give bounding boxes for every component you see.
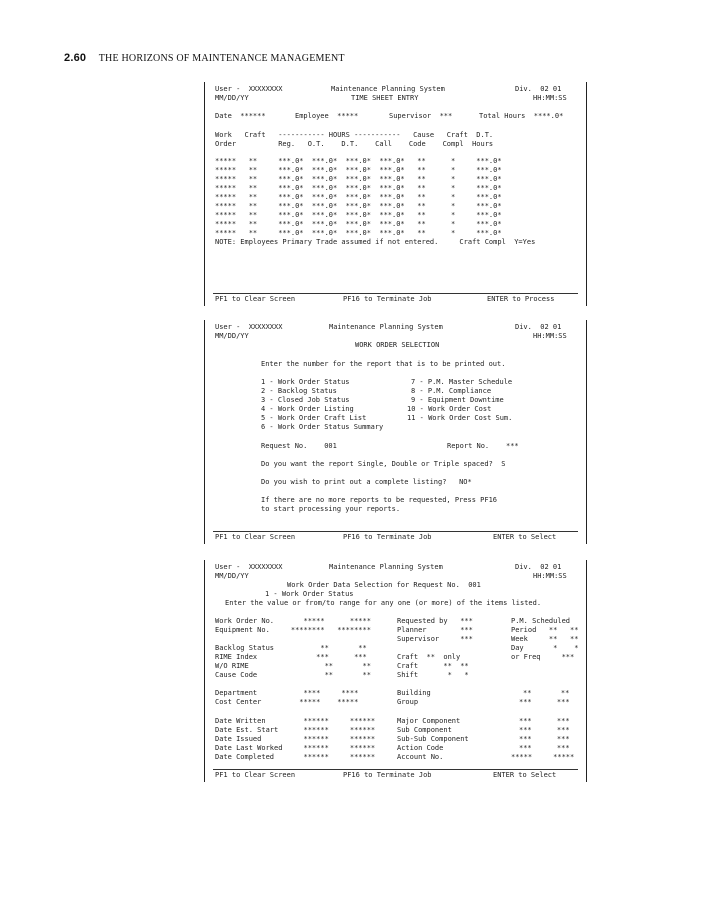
footer-divider	[213, 293, 578, 294]
frequency-field[interactable]: or Freq ***	[511, 653, 575, 661]
date-placeholder: MM/DD/YY	[215, 94, 249, 102]
clear-screen-key[interactable]: PF1 to Clear Screen	[215, 295, 296, 303]
request-number-field[interactable]: Request No. 001	[261, 442, 337, 450]
group-range[interactable]: *** ***	[519, 698, 570, 706]
terminate-job-key[interactable]: PF16 to Terminate Job	[343, 533, 432, 541]
work-order-data-selection-screen	[204, 560, 587, 782]
cost-center-range[interactable]: Cost Center ***** *****	[215, 698, 359, 706]
day-range[interactable]: Day * *	[511, 644, 579, 652]
report-option: 6 - Work Order Status Summary	[261, 423, 384, 431]
report-option: 4 - Work Order Listing	[261, 405, 354, 413]
total-hours-field[interactable]: Total Hours ****.0*	[479, 112, 564, 120]
table-row[interactable]: ***** ** ***.0* ***.0* ***.0* ***.0* ** * ***.0*	[215, 229, 502, 237]
table-row[interactable]: ***** ** ***.0* ***.0* ***.0* ***.0* ** * ***.0*	[215, 175, 502, 183]
sub-sub-component-label: Sub-Sub Component	[397, 735, 469, 743]
backlog-status-range[interactable]: Backlog Status ** **	[215, 644, 367, 652]
report-option: 11 - Work Order Cost Sum.	[407, 414, 513, 422]
supervisor-field[interactable]: Supervisor ***	[397, 635, 473, 643]
equipment-range[interactable]: Equipment No. ******** ********	[215, 626, 371, 634]
selection-prompt: Enter the value or from/to range for any one (or more) of the items listed.	[225, 599, 542, 607]
user-field: User - XXXXXXXX	[215, 323, 283, 331]
report-option: 7 - P.M. Master Schedule	[411, 378, 513, 386]
department-range[interactable]: Department **** ****	[215, 689, 359, 697]
report-option: 9 - Equipment Downtime	[411, 396, 504, 404]
date-placeholder: MM/DD/YY	[215, 572, 249, 580]
account-number-label: Account No.	[397, 753, 444, 761]
page-title: THE HORIZONS OF MAINTENANCE MANAGEMENT	[98, 53, 345, 64]
terminate-job-key[interactable]: PF16 to Terminate Job	[343, 295, 432, 303]
account-number-range[interactable]: ***** *****	[511, 753, 575, 761]
wo-rime-range[interactable]: W/O RIME ** **	[215, 662, 371, 670]
craft-range[interactable]: Craft ** **	[397, 662, 469, 670]
requested-by-field[interactable]: Requested by ***	[397, 617, 473, 625]
report-option: 5 - Work Order Craft List	[261, 414, 367, 422]
instruction-text: to start processing your reports.	[261, 505, 401, 513]
date-last-worked-range[interactable]: Date Last Worked ****** ******	[215, 744, 376, 752]
pm-scheduled-label: P.M. Scheduled	[511, 617, 571, 625]
report-option: 3 - Closed Job Status	[261, 396, 350, 404]
select-key[interactable]: ENTER to Select	[493, 771, 557, 779]
table-header-row-1: Work Craft ----------- HOURS ----------- Cause Craft D.T.	[215, 131, 494, 139]
sub-component-label: Sub Component	[397, 726, 452, 734]
table-row[interactable]: ***** ** ***.0* ***.0* ***.0* ***.0* ** * ***.0*	[215, 202, 502, 210]
table-row[interactable]: ***** ** ***.0* ***.0* ***.0* ***.0* ** * ***.0*	[215, 184, 502, 192]
clear-screen-key[interactable]: PF1 to Clear Screen	[215, 533, 296, 541]
date-field[interactable]: Date ******	[215, 112, 266, 120]
rime-index-range[interactable]: RIME Index *** ***	[215, 653, 367, 661]
report-option: 10 - Work Order Cost	[407, 405, 492, 413]
cause-code-range[interactable]: Cause Code ** **	[215, 671, 371, 679]
division: Div. 02 01	[515, 85, 562, 93]
sub-component-range[interactable]: *** ***	[519, 726, 570, 734]
action-code-label: Action Code	[397, 744, 444, 752]
system-name: Maintenance Planning System	[329, 323, 443, 331]
building-label: Building	[397, 689, 431, 697]
system-name: Maintenance Planning System	[329, 563, 443, 571]
select-key[interactable]: ENTER to Select	[493, 533, 557, 541]
division: Div. 02 01	[515, 563, 562, 571]
report-number-field[interactable]: Report No. ***	[447, 442, 519, 450]
report-option: 8 - P.M. Compliance	[411, 387, 492, 395]
employee-field[interactable]: Employee *****	[295, 112, 359, 120]
complete-listing-question[interactable]: Do you wish to print out a complete listing? NO*	[261, 478, 472, 486]
date-issued-range[interactable]: Date Issued ****** ******	[215, 735, 376, 743]
sub-sub-component-range[interactable]: *** ***	[519, 735, 570, 743]
work-order-range[interactable]: Work Order No. ***** *****	[215, 617, 371, 625]
table-row[interactable]: ***** ** ***.0* ***.0* ***.0* ***.0* ** * ***.0*	[215, 157, 502, 165]
user-field: User - XXXXXXXX	[215, 85, 283, 93]
building-range[interactable]: ** **	[523, 689, 570, 697]
time-placeholder: HH:MM:SS	[533, 332, 567, 340]
group-label: Group	[397, 698, 419, 706]
report-option: 1 - Work Order Status	[261, 378, 350, 386]
craft-only-field[interactable]: Craft ** only	[397, 653, 461, 661]
note-text: NOTE: Employees Primary Trade assumed if not entered. Craft Compl Y=Yes	[215, 238, 536, 246]
table-header-row-2: Order Reg. O.T. D.T. Call Code Compl Hours	[215, 140, 494, 148]
date-est-start-range[interactable]: Date Est. Start ****** ******	[215, 726, 376, 734]
date-completed-range[interactable]: Date Completed ****** ******	[215, 753, 376, 761]
time-sheet-entry-screen	[204, 82, 587, 306]
date-placeholder: MM/DD/YY	[215, 332, 249, 340]
work-order-selection-screen	[204, 320, 587, 544]
table-row[interactable]: ***** ** ***.0* ***.0* ***.0* ***.0* ** * ***.0*	[215, 220, 502, 228]
footer-divider	[213, 531, 578, 532]
time-placeholder: HH:MM:SS	[533, 572, 567, 580]
screen-title: WORK ORDER SELECTION	[355, 341, 440, 349]
screen-title: Work Order Data Selection for Request No. 001	[287, 581, 481, 589]
week-range[interactable]: Week ** **	[511, 635, 579, 643]
spacing-question[interactable]: Do you want the report Single, Double or Triple spaced? S	[261, 460, 506, 468]
time-placeholder: HH:MM:SS	[533, 94, 567, 102]
table-row[interactable]: ***** ** ***.0* ***.0* ***.0* ***.0* ** * ***.0*	[215, 193, 502, 201]
instruction-text: If there are no more reports to be requested, Press PF16	[261, 496, 498, 504]
user-field: User - XXXXXXXX	[215, 563, 283, 571]
terminate-job-key[interactable]: PF16 to Terminate Job	[343, 771, 432, 779]
planner-field[interactable]: Planner ***	[397, 626, 473, 634]
page-number: 2.60	[64, 52, 87, 64]
supervisor-field[interactable]: Supervisor ***	[389, 112, 453, 120]
page-header	[64, 52, 345, 64]
table-row[interactable]: ***** ** ***.0* ***.0* ***.0* ***.0* ** * ***.0*	[215, 211, 502, 219]
action-code-range[interactable]: *** ***	[519, 744, 570, 752]
major-component-range[interactable]: *** ***	[519, 717, 570, 725]
clear-screen-key[interactable]: PF1 to Clear Screen	[215, 771, 296, 779]
footer-divider	[213, 769, 578, 770]
date-written-range[interactable]: Date Written ****** ******	[215, 717, 376, 725]
report-prompt: Enter the number for the report that is to be printed out.	[261, 360, 506, 368]
screen-subtitle: 1 - Work Order Status	[265, 590, 354, 598]
screen-title: TIME SHEET ENTRY	[351, 94, 419, 102]
system-name: Maintenance Planning System	[331, 85, 445, 93]
division: Div. 02 01	[515, 323, 562, 331]
shift-range[interactable]: Shift * *	[397, 671, 469, 679]
process-key[interactable]: ENTER to Process	[487, 295, 555, 303]
period-range[interactable]: Period ** **	[511, 626, 579, 634]
major-component-label: Major Component	[397, 717, 461, 725]
report-option: 2 - Backlog Status	[261, 387, 337, 395]
table-row[interactable]: ***** ** ***.0* ***.0* ***.0* ***.0* ** * ***.0*	[215, 166, 502, 174]
